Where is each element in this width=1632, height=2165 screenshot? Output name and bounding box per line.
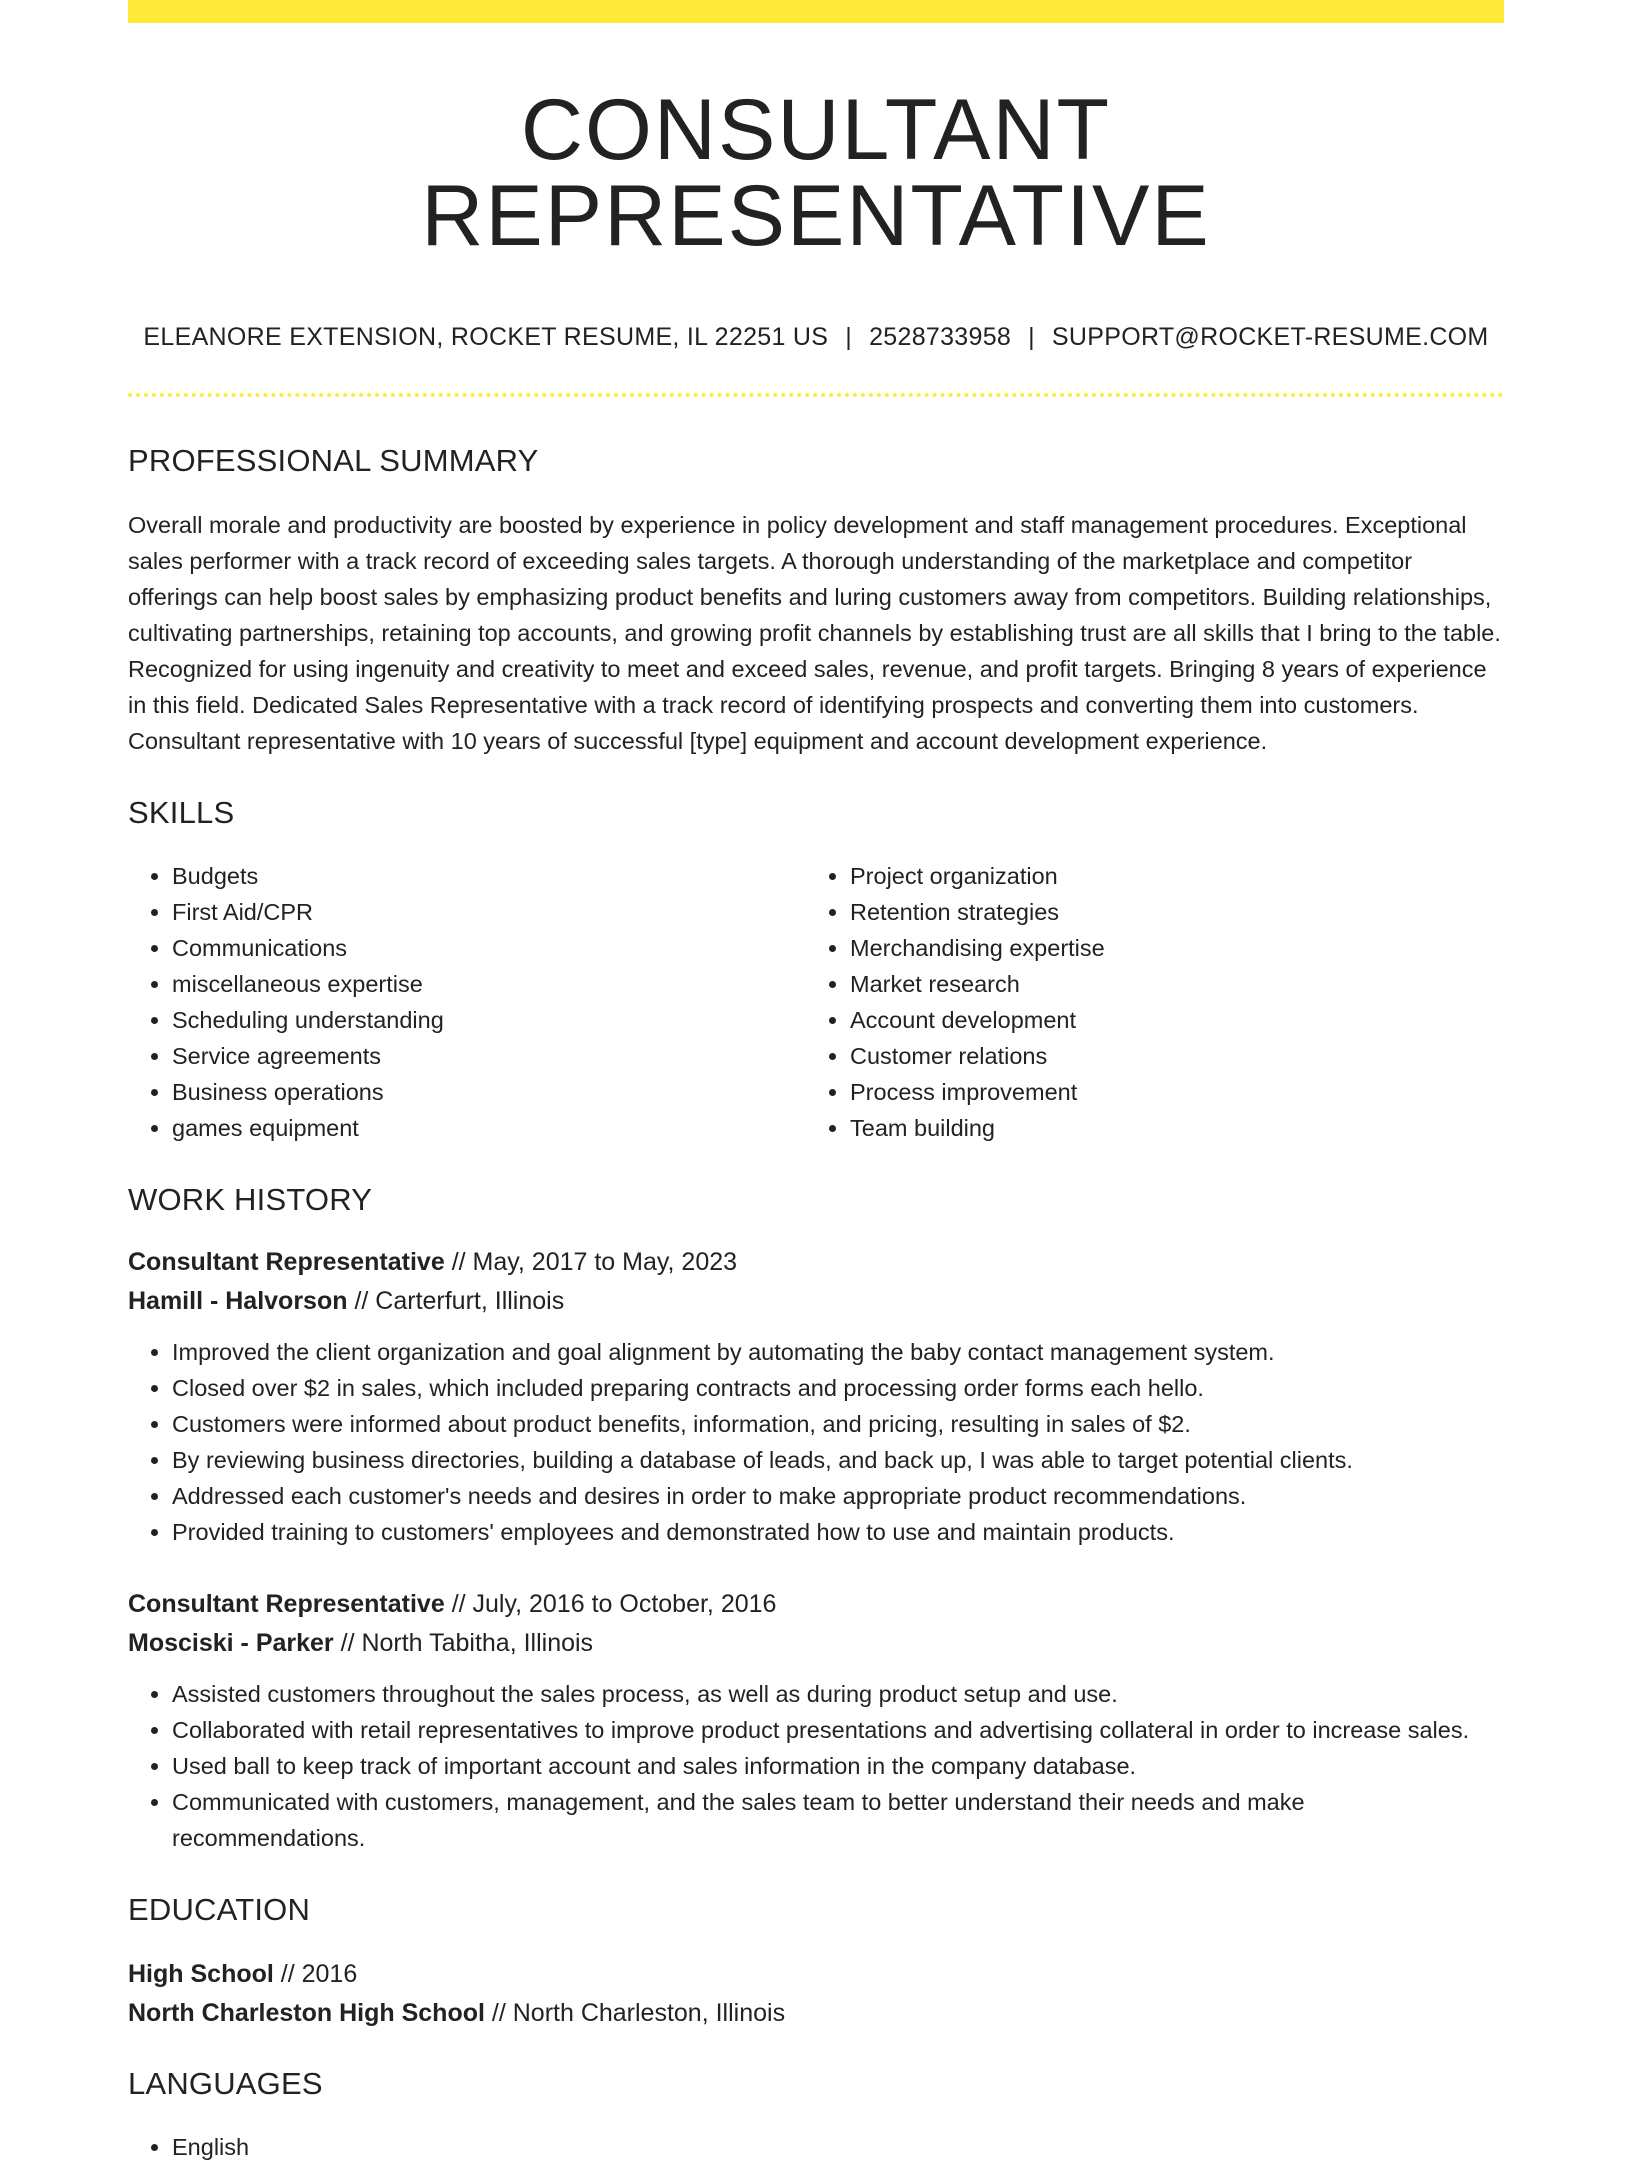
- skill-item: • Retention strategies: [850, 894, 1484, 930]
- job-dates: // May, 2017 to May, 2023: [444, 1248, 738, 1276]
- job-bullet: • Customers were informed about product benefits, information, and pricing, resulting in sales of $2.: [172, 1406, 1504, 1442]
- job-bullet: • Communicated with customers, management, and the sales team to better understand their needs and make recommendations.: [172, 1784, 1504, 1856]
- contact-separator: |: [1028, 323, 1035, 351]
- resume-name: CONSULTANT REPRESENTATIVE: [421, 82, 1211, 264]
- education-degree-line: [128, 1955, 1504, 1994]
- job-entry: [128, 1585, 1504, 1856]
- education-entry: [128, 1955, 1504, 2033]
- job-role-line: [128, 1243, 1504, 1282]
- job-role-line: [128, 1585, 1504, 1624]
- education-heading: EDUCATION: [128, 1892, 311, 1927]
- contact-separator: |: [845, 323, 853, 351]
- job-role: Consultant Representative: [128, 1248, 445, 1276]
- dotted-divider: [128, 393, 1504, 397]
- job-entry: [128, 1243, 1504, 1550]
- skill-item: • Business operations: [172, 1074, 806, 1110]
- skill-item: • Process improvement: [850, 1074, 1484, 1110]
- job-dates: // July, 2016 to October, 2016: [444, 1590, 777, 1618]
- job-bullet: • Provided training to customers' employees and demonstrated how to use and maintain products.: [172, 1514, 1504, 1550]
- languages-heading: LANGUAGES: [128, 2066, 323, 2101]
- skill-item: • Communications: [172, 930, 806, 966]
- job-company-line: [128, 1624, 1504, 1663]
- job-bullet: • Used ball to keep track of important account and sales information in the company database.: [172, 1748, 1504, 1784]
- skill-item: • First Aid/CPR: [172, 894, 806, 930]
- languages-list: [128, 2129, 1504, 2165]
- skill-item: • Budgets: [172, 858, 806, 894]
- job-bullet: • Closed over $2 in sales, which included preparing contracts and processing order forms each hello.: [172, 1370, 1504, 1406]
- job-company: Hamill - Halvorson: [128, 1287, 348, 1315]
- skill-item: • games equipment: [172, 1110, 806, 1146]
- education-year: // 2016: [273, 1960, 358, 1988]
- resume-page: [128, 0, 1504, 2160]
- skill-item: • Service agreements: [172, 1038, 806, 1074]
- contact-phone: 2528733958: [869, 323, 1012, 351]
- contact-line: [128, 325, 1504, 350]
- skill-item: • Customer relations: [850, 1038, 1484, 1074]
- contact-address: ELEANORE EXTENSION, ROCKET RESUME, IL 22251 US: [143, 323, 829, 351]
- job-bullets: [128, 1334, 1504, 1550]
- skill-item: • Scheduling understanding: [172, 1002, 806, 1038]
- language-item: • English: [172, 2129, 1504, 2165]
- accent-top-bar: [128, 0, 1504, 23]
- education-school-line: [128, 1994, 1504, 2033]
- job-company: Mosciski - Parker: [128, 1629, 334, 1657]
- skill-item: • Account development: [850, 1002, 1484, 1038]
- job-bullets: [128, 1676, 1504, 1856]
- job-bullet: • By reviewing business directories, building a database of leads, and back up, I was able to target potential clients.: [172, 1442, 1504, 1478]
- skill-item: • Market research: [850, 966, 1484, 1002]
- skills-heading: SKILLS: [128, 795, 235, 830]
- job-location: // North Tabitha, Illinois: [333, 1629, 594, 1657]
- skill-item: • Project organization: [850, 858, 1484, 894]
- education-location: // North Charleston, Illinois: [484, 1999, 786, 2027]
- job-bullet: • Improved the client organization and goal alignment by automating the baby contact management system.: [172, 1334, 1504, 1370]
- job-company-line: [128, 1282, 1504, 1321]
- skills-column-left: [128, 858, 806, 1146]
- job-location: // Carterfurt, Illinois: [347, 1287, 565, 1315]
- summary-heading: PROFESSIONAL SUMMARY: [128, 443, 539, 478]
- skill-item: • miscellaneous expertise: [172, 966, 806, 1002]
- education-degree: High School: [128, 1960, 274, 1988]
- education-school: North Charleston High School: [128, 1999, 485, 2027]
- summary-text: Overall morale and productivity are boosted by experience in policy development and staff management procedures. Exceptional sales performer with a track record of exceeding sales targets. A thorough understanding of the marketplace and competitor offerings can help boost sales by emphasizing product benefits and luring customers away from competitors. Building relationships, cultivating partnerships, retaining top accounts, and growing profit channels by establishing trust are all skills that I bring to the table. Recognized for using ingenuity and creativity to meet and exceed sales, revenue, and profit targets. Bringing 8 years of experience in this field. Dedicated Sales Representative with a track record of identifying prospects and converting them into customers. Consultant representative with 10 years of successful [type] equipment and account development experience.: [128, 512, 1501, 754]
- job-bullet: • Assisted customers throughout the sales process, as well as during product setup and use.: [172, 1676, 1504, 1712]
- skill-item: • Merchandising expertise: [850, 930, 1484, 966]
- skills-grid: [128, 858, 1504, 1146]
- skills-column-right: [806, 858, 1484, 1146]
- contact-email: SUPPORT@ROCKET-RESUME.COM: [1051, 323, 1489, 351]
- work-history-heading: WORK HISTORY: [128, 1182, 373, 1217]
- job-role: Consultant Representative: [128, 1590, 445, 1618]
- job-bullet: • Collaborated with retail representatives to improve product presentations and advertising collateral in order to increase sales.: [172, 1712, 1504, 1748]
- skill-item: • Team building: [850, 1110, 1484, 1146]
- job-bullet: • Addressed each customer's needs and desires in order to make appropriate product recommendations.: [172, 1478, 1504, 1514]
